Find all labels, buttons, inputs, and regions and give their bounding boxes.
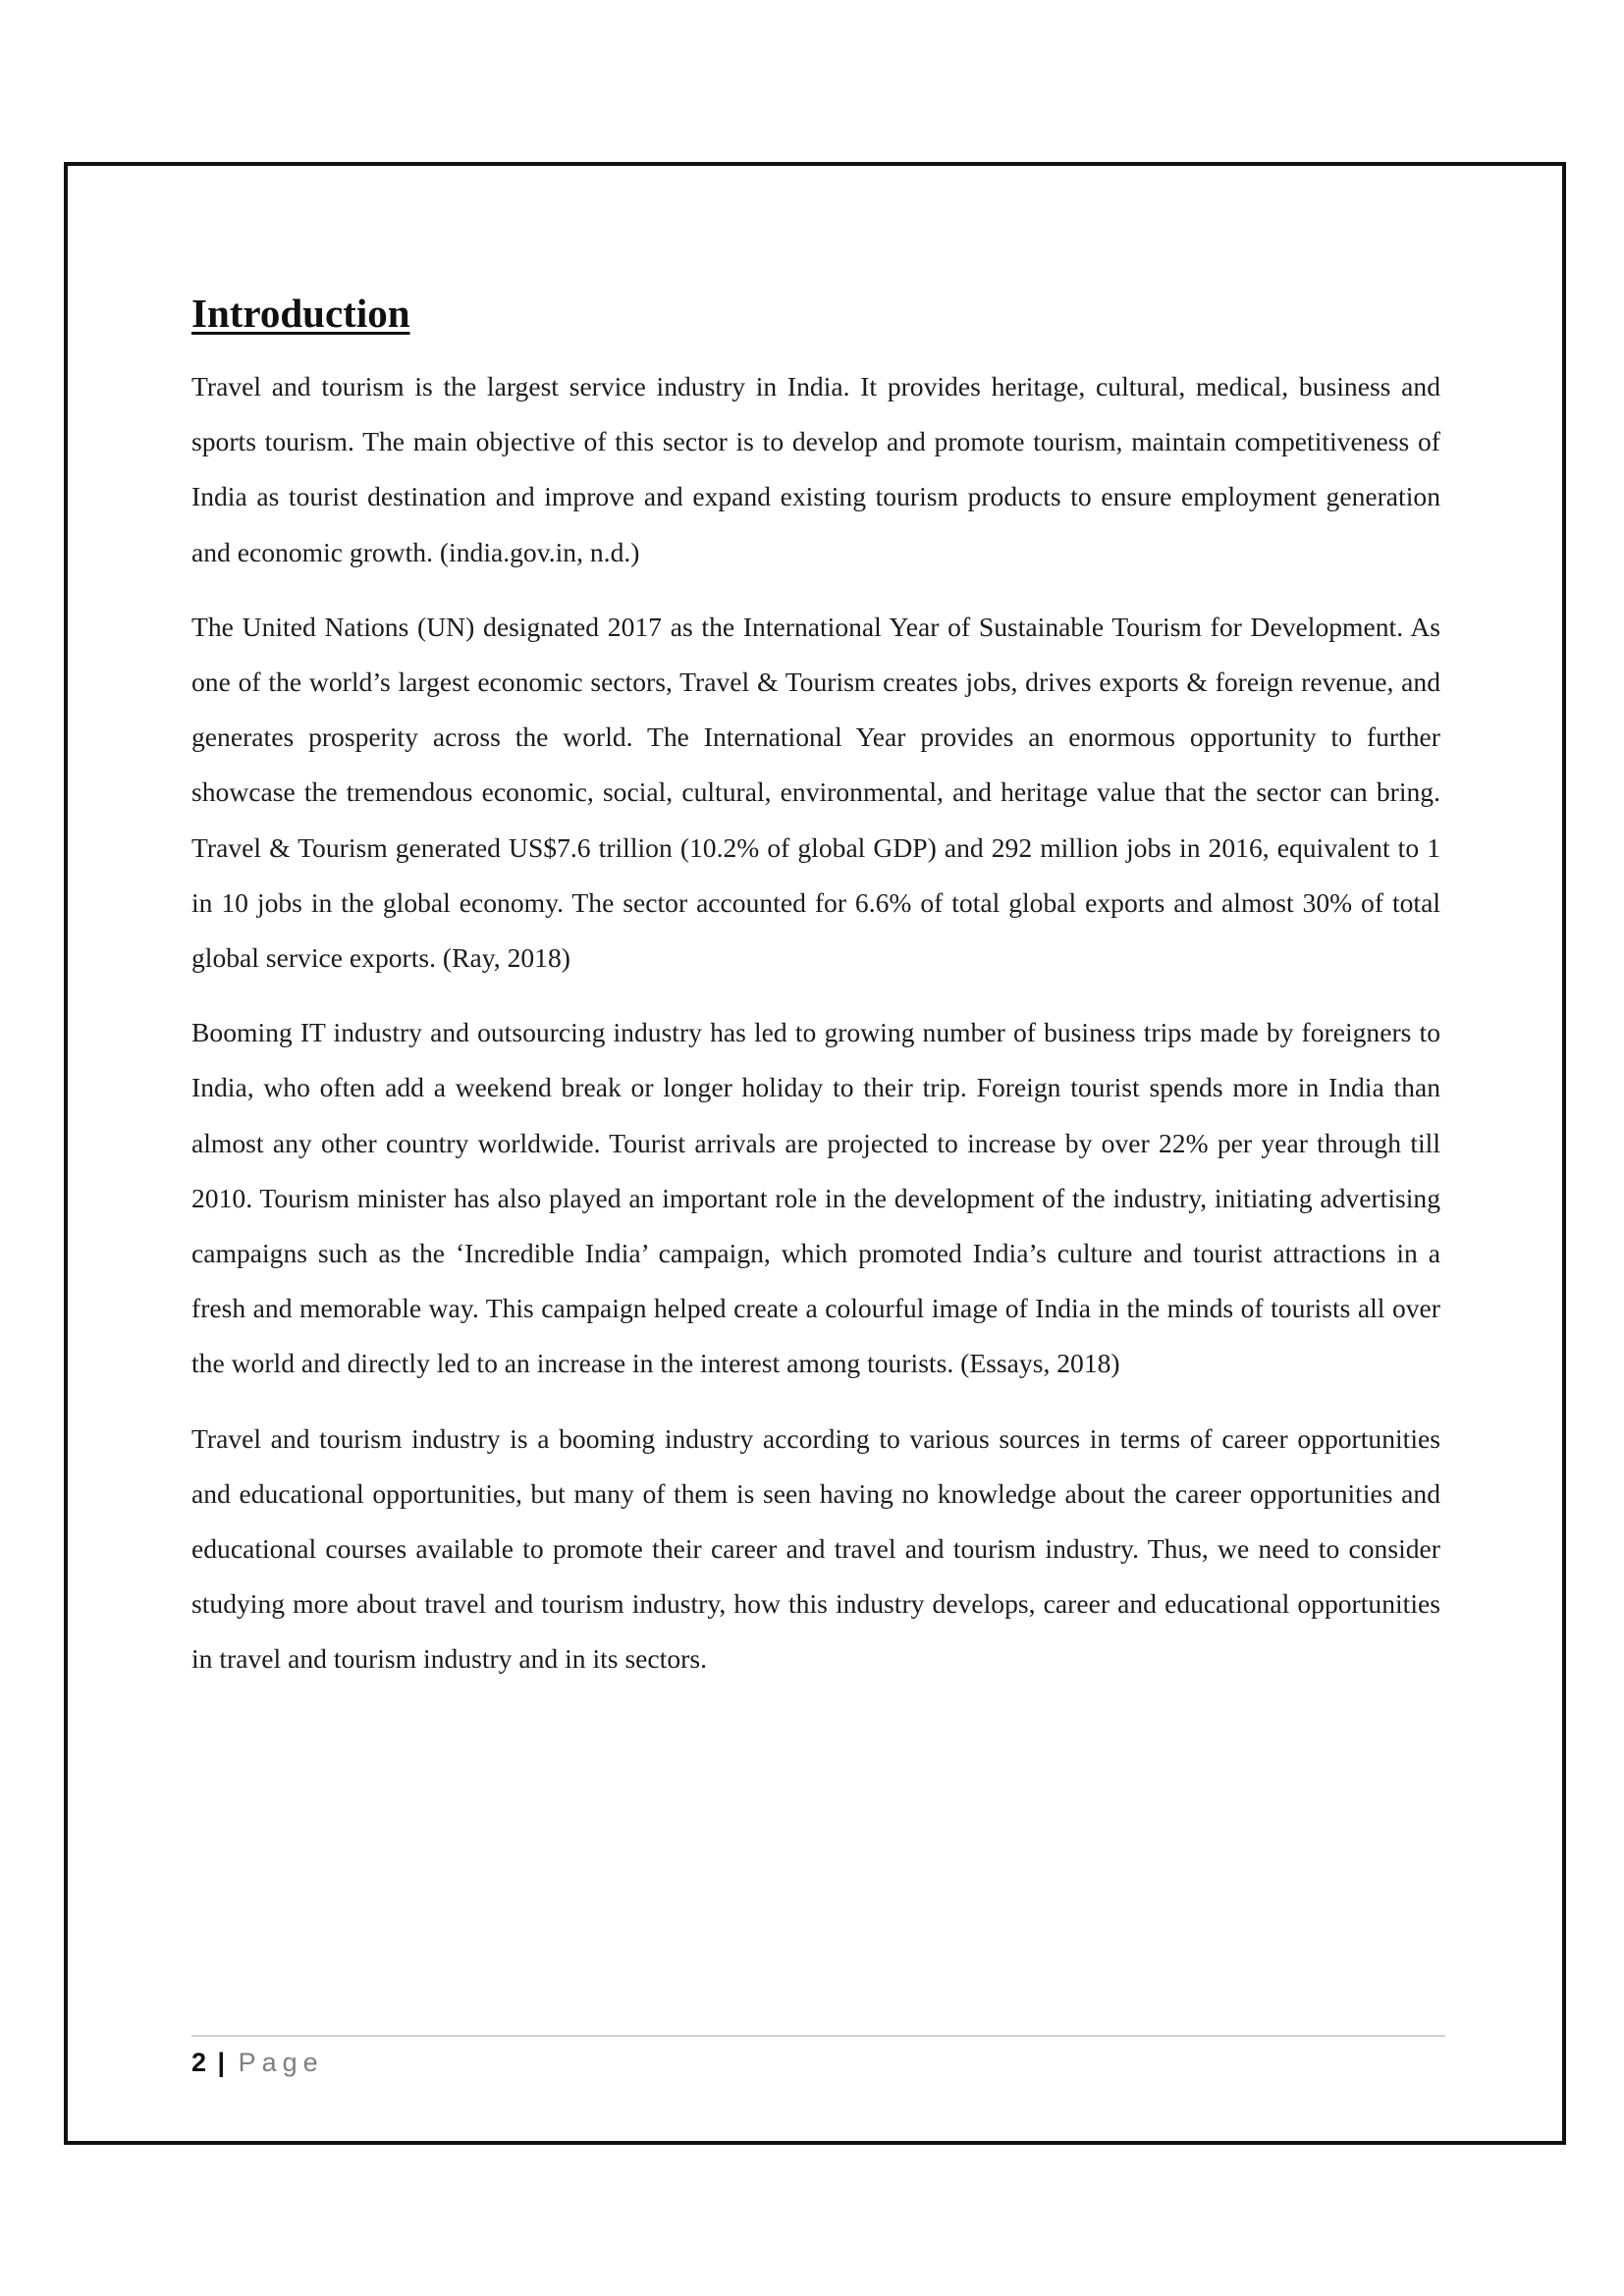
document-body	[191, 285, 1440, 1707]
page-number: 2	[191, 2048, 207, 2077]
paragraph-4: Travel and tourism industry is a booming industry according to various sources in terms of career opportunities and educational opportunities, but many of them is seen having no knowledge about the career opportunities and educational courses available to promote their career and travel and tourism industry. Thus, we need to consider studying more about travel and tourism industry, how this industry develops, career and educational opportunities in travel and tourism industry and in its sectors.	[191, 1422, 1440, 1675]
paragraph-3: Booming IT industry and outsourcing industry has led to growing number of business trips made by foreigners to India, who often add a weekend break or longer holiday to their trip. Foreign tourist spends more in India than almost any other country worldwide. Tourist arrivals are projected to increase by over 22% per year through till 2010. Tourism minister has also played an important role in the development of the industry, initiating advertising campaigns such as the ‘Incredible India’ campaign, which promoted India’s culture and tourist attractions in a fresh and memorable way. This campaign helped create a colourful image of India in the minds of tourists all over the world and directly led to an increase in the interest among tourists. (Essays, 2018)	[191, 1017, 1440, 1379]
page-label: Page	[238, 2048, 324, 2077]
paragraph-1: Travel and tourism is the largest service industry in India. It provides heritage, cultural, medical, business and sports tourism. The main objective of this sector is to develop and promote tourism, maintain competitiveness of India as tourist destination and improve and expand existing tourism products to ensure employment generation and economic growth. (india.gov.in, n.d.)	[191, 371, 1440, 567]
footer-divider	[191, 2035, 1445, 2037]
paragraph-2: The United Nations (UN) designated 2017 as the International Year of Sustainable Tourism for Development. As one of the world’s largest economic sectors, Travel & Tourism creates jobs, drives exports & foreign revenue, and generates prosperity across the world. The International Year provides an enormous opportunity to further showcase the tremendous economic, social, cultural, environmental, and heritage value that the sector can bring. Travel & Tourism generated US$7.6 trillion (10.2% of global GDP) and 292 million jobs in 2016, equivalent to 1 in 10 jobs in the global economy. The sector accounted for 6.6% of total global exports and almost 30% of total global service exports. (Ray, 2018)	[191, 611, 1440, 974]
section-heading: Introduction	[191, 291, 410, 336]
footer-separator: |	[217, 2048, 226, 2077]
page-footer	[191, 2045, 324, 2080]
